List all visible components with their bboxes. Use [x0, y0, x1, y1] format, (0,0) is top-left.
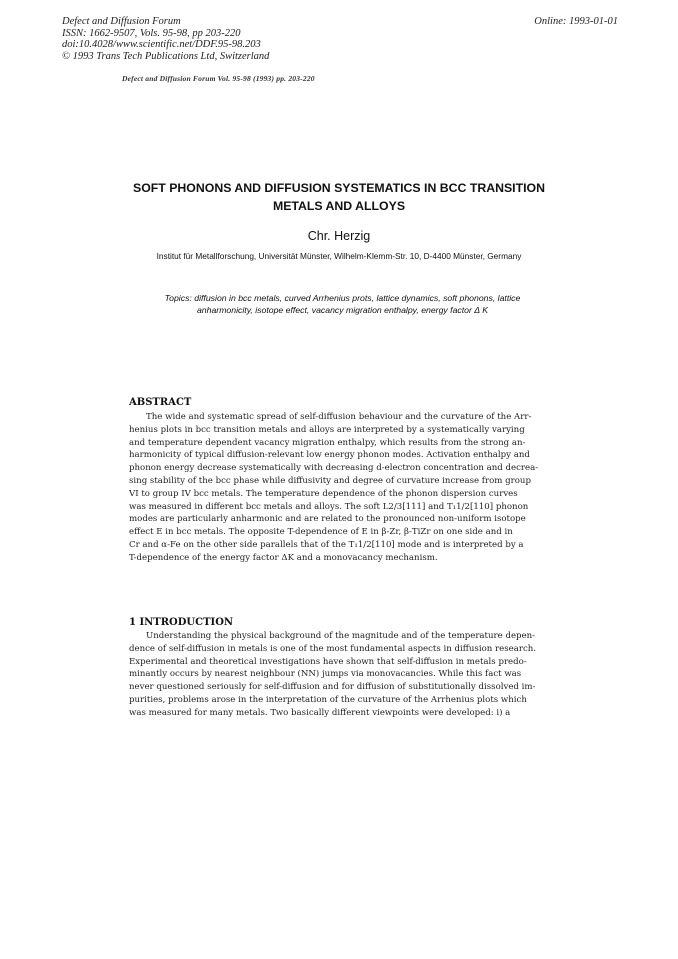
intro-line: never questioned seriously for self-diffusion and for diffusion of substitutionally dissolved im- — [129, 682, 536, 693]
title-line-2: METALS AND ALLOYS — [272, 199, 406, 213]
abstract-line: The wide and systematic spread of self-diffusion behaviour and the curvature of the Arr- — [146, 412, 532, 422]
introduction-heading: 1 INTRODUCTION — [129, 617, 234, 628]
intro-line: minantly occurs by nearest neighbour (NN) jumps via monovacancies. While this fact was — [129, 669, 522, 680]
abstract-line: sing stability of the bcc phase while diffusivity and degree of curvature increase from group — [129, 475, 531, 486]
intro-line: dence of self-diffusion in metals is one of the most fundamental aspects in diffusion research. — [129, 643, 537, 654]
online-date: Online: 1993-01-01 — [534, 16, 618, 27]
topics-line-1: Topics: diffusion in bcc metals, curved Arrhenius prots, lattice dynamics, soft phonons, lattice — [164, 293, 521, 303]
abstract-line: VI to group IV bcc metals. The temperature dependence of the phonon dispersion curves — [129, 488, 518, 499]
topics-keywords — [130, 293, 555, 316]
abstract-line: was measured in different bcc metals and alloys. The soft L2/3[111] and T₁1/2[110] phonon — [129, 501, 529, 512]
abstract-line: T-dependence of the energy factor ΔK and a monovacancy mechanism. — [129, 552, 438, 563]
abstract-line: phonon energy decrease systematically with decreasing d-electron concentration and decrea- — [129, 463, 539, 474]
abstract-line: modes are particularly anharmonic and are related to the pronounced non-uniform isotope — [129, 514, 526, 525]
abstract-line: harmonicity of typical diffusion-relevant low energy phonon modes. Activation enthalpy and — [129, 450, 530, 461]
abstract-line: Cr and α-Fe on the other side parallels that of the T₁1/2[110] mode and is interpreted by a — [129, 539, 524, 550]
abstract-line: effect E in bcc metals. The opposite T-dependence of E in β-Zr, β-TiZr on one side and in — [129, 527, 513, 538]
journal-reference: Defect and Diffusion Forum Vol. 95-98 (1993) pp. 203-220 — [122, 74, 315, 83]
author-affiliation: Institut für Metallforschung, Universität Münster, Wilhelm-Klemm-Str. 10, D-4400 Münster, Germany — [156, 251, 522, 261]
intro-line: Experimental and theoretical investigations have shown that self-diffusion in metals predo- — [129, 656, 527, 667]
abstract-line: henius plots in bcc transition metals and alloys are interpreted by a systematically varying — [129, 424, 525, 435]
abstract-heading: ABSTRACT — [129, 397, 192, 408]
topics-line-2: anharmonicity, isotope effect, vacancy migration enthalpy, energy factor Δ K — [196, 304, 489, 315]
abstract-body — [129, 411, 551, 565]
journal-name: Defect and Diffusion Forum — [62, 16, 181, 27]
introduction-body — [129, 630, 551, 720]
doi-line[interactable]: doi:10.4028/www.scientific.net/DDF.95-98.203 — [62, 39, 261, 50]
paper-title — [108, 179, 570, 215]
abstract-line: and temperature dependent vacancy migration enthalpy, which results from the strong an- — [129, 437, 526, 448]
issn-line: ISSN: 1662-9507, Vols. 95-98, pp 203-220 — [62, 27, 241, 39]
title-line-1: SOFT PHONONS AND DIFFUSION SYSTEMATICS IN BCC TRANSITION — [133, 181, 545, 195]
intro-line: was measured for many metals. Two basically different viewpoints were developed: i) a — [129, 707, 511, 718]
copyright-line: © 1993 Trans Tech Publications Ltd, Switzerland — [62, 50, 270, 62]
author-name: Chr. Herzig — [307, 229, 371, 243]
intro-line: Understanding the physical background of the magnitude and of the temperature depen- — [146, 631, 536, 641]
intro-line: purities, problems arose in the interpretation of the curvature of the Arrhenius plots which — [129, 694, 527, 705]
